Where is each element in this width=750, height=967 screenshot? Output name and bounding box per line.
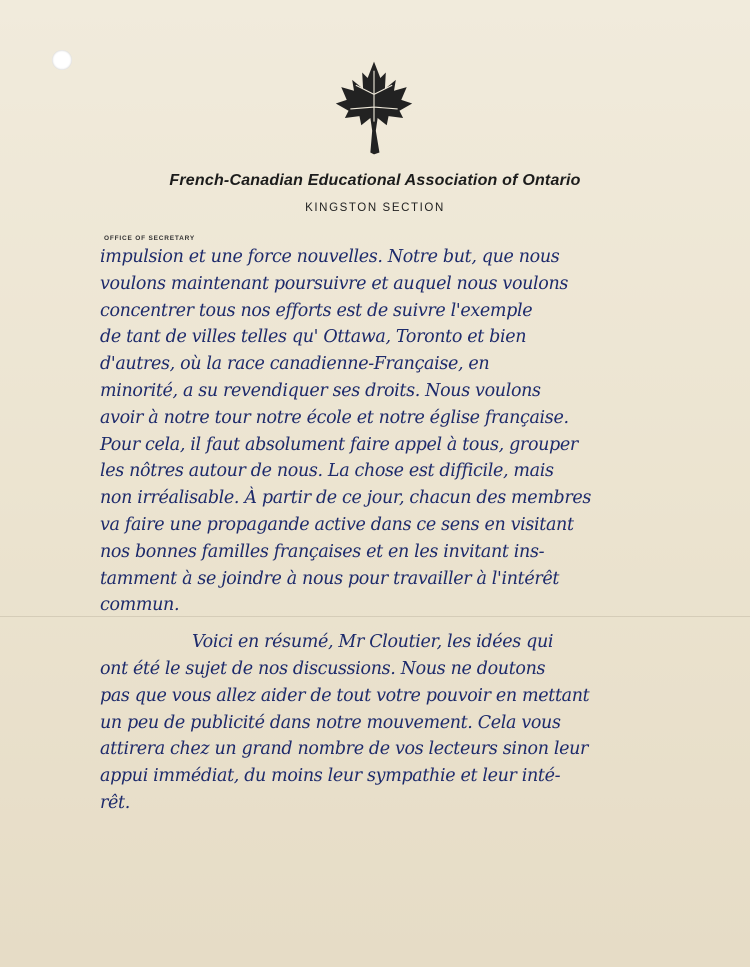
letter-line: pas que vous allez aider de tout votre pouvoir en mettant (100, 685, 590, 706)
organization-name: French-Canadian Educational Association of Ontario (169, 172, 581, 189)
letter-line: Voici en résumé, Mr Cloutier, les idées qui (192, 632, 554, 653)
letter-line: concentrer tous nos efforts est de suivre l'exemple (100, 300, 533, 321)
maple-leaf-icon (328, 58, 420, 158)
letter-line: attirera chez un grand nombre de vos lecteurs sinon leur (100, 739, 589, 760)
letter-line: Pour cela, il faut absolument faire appel à tous, grouper (100, 434, 578, 455)
letter-line: un peu de publicité dans notre mouvement. Cela vous (100, 712, 561, 733)
letter-line: rêt. (100, 792, 130, 813)
punch-hole (52, 50, 72, 70)
letter-line: de tant de villes telles qu' Ottawa, Toronto et bien (100, 327, 527, 348)
letter-line: va faire une propagande active dans ce sens en visitant (100, 514, 574, 535)
letter-line: voulons maintenant poursuivre et auquel nous voulons (100, 273, 569, 294)
letter-line: nos bonnes familles françaises et en les invitant ins- (100, 541, 545, 562)
letter-line: tamment à se joindre à nous pour travailler à l'intérêt (100, 568, 560, 589)
letter-line: non irréalisable. À partir de ce jour, chacun des membres (100, 488, 592, 509)
letter-line: minorité, a su revendiquer ses droits. Nous voulons (100, 380, 541, 401)
letter-line: d'autres, où la race canadienne-Française, en (100, 354, 490, 375)
letter-line: impulsion et une force nouvelles. Notre but, que nous (100, 247, 560, 267)
office-label: OFFICE OF SECRETARY (104, 235, 196, 242)
letter-line: les nôtres autour de nous. La chose est difficile, mais (100, 461, 554, 482)
section-name: KINGSTON SECTION (305, 202, 445, 214)
letter-body (100, 244, 700, 817)
letter-line: appui immédiat, du moins leur sympathie et leur inté- (100, 766, 561, 787)
letter-line: commun. (100, 595, 180, 616)
letter-line: avoir à notre tour notre école et notre église française. (100, 407, 569, 428)
letter-line: ont été le sujet de nos discussions. Nous ne doutons (100, 658, 546, 679)
